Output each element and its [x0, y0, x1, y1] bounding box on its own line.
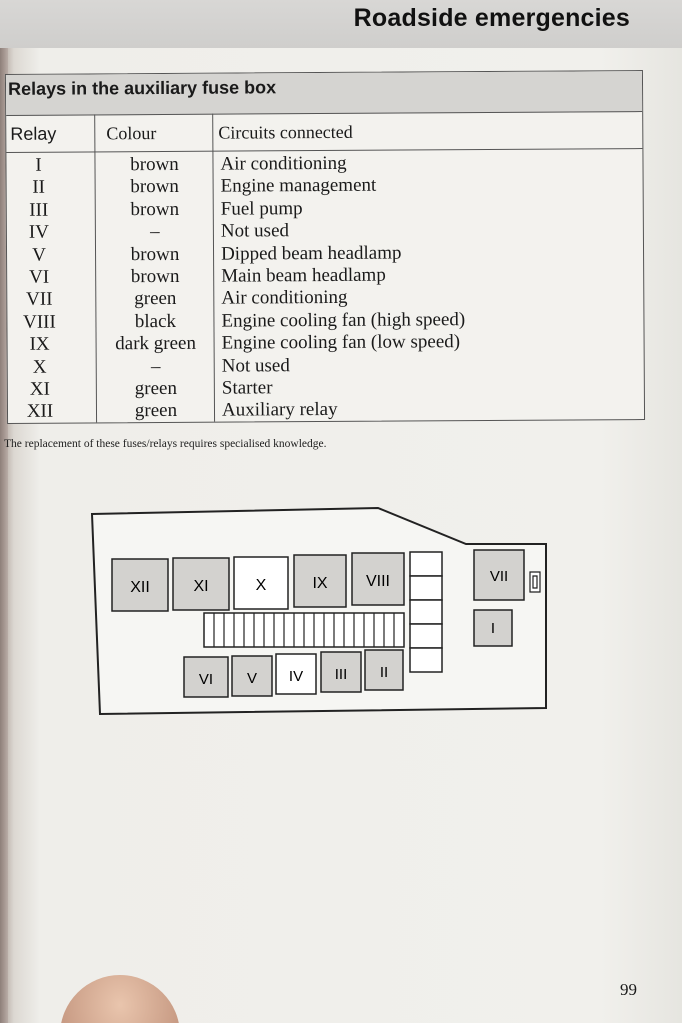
page-number: 99 [620, 980, 637, 999]
table-title-bar [6, 71, 642, 116]
relay-colour: black [134, 310, 177, 332]
relay-colour: – [150, 221, 160, 243]
connector-clip [530, 572, 540, 592]
relay-vii-label: VII [489, 568, 509, 585]
relay-colour: brown [130, 198, 180, 220]
relay-number: XII [26, 400, 54, 423]
relay-viii-label: VIII [365, 573, 391, 590]
relay-number: II [32, 177, 46, 199]
relay-circuit: Engine cooling fan (high speed) [221, 308, 466, 332]
fuse-column [410, 552, 442, 672]
relay-colour: brown [130, 265, 180, 288]
relay-circuit: Fuel pump [220, 197, 303, 220]
relay-colour: green [134, 400, 178, 422]
relay-colour: green [134, 288, 177, 310]
relay-circuit: Auxiliary relay [221, 399, 338, 421]
table-row [8, 397, 644, 423]
fuse-box-diagram [0, 500, 682, 730]
relay-colour: green [134, 377, 178, 400]
relay-circuit: Dipped beam headlamp [220, 242, 402, 265]
column-header-relay: Relay [10, 123, 57, 144]
warning-note: The replacement of these fuses/relays requires specialised knowledge. [4, 438, 327, 450]
column-header-circuits: Circuits connected [218, 121, 353, 143]
relay-ix-label: IX [312, 575, 328, 592]
relay-number: VI [29, 266, 50, 288]
relay-vi-label: VI [198, 671, 214, 688]
relay-circuit: Not used [220, 220, 290, 242]
relay-v-label: V [246, 670, 258, 687]
relay-number: X [32, 356, 47, 378]
page-section-title: Roadside emergencies [353, 4, 630, 32]
relay-number: IX [29, 333, 50, 355]
relay-colour: brown [130, 176, 179, 198]
relay-circuit: Main beam headlamp [221, 264, 386, 287]
relay-colour: dark green [115, 332, 197, 355]
relay-xii-label: XII [130, 579, 150, 596]
relay-circuit: Engine management [220, 175, 377, 198]
header-bar [0, 0, 682, 48]
relay-iv-label: IV [288, 668, 304, 685]
relay-circuit: Air conditioning [220, 152, 347, 175]
relay-circuit: Air conditioning [221, 287, 348, 309]
relay-number: VII [26, 289, 53, 311]
relay-colour: brown [130, 243, 180, 265]
relay-number: VIII [23, 311, 56, 333]
relay-circuit: Starter [221, 377, 273, 399]
relay-number: V [32, 244, 46, 266]
table-body [6, 151, 644, 424]
relay-number: I [35, 154, 42, 176]
table-title: Relays in the auxiliary fuse box [7, 77, 277, 99]
relay-table [5, 70, 645, 424]
relay-number: XI [29, 378, 50, 400]
relay-circuit: Not used [221, 354, 290, 377]
relay-xi-label: XI [193, 578, 209, 595]
relay-number: IV [28, 221, 50, 243]
relay-colour: brown [130, 153, 179, 176]
relay-circuit: Engine cooling fan (low speed) [221, 331, 461, 354]
relay-number: III [29, 199, 49, 221]
relay-x-label: X [255, 577, 267, 594]
relay-iii-label: III [334, 666, 348, 683]
relay-i-label: I [490, 620, 496, 637]
thumb-photo-artifact [60, 975, 180, 1023]
column-header-colour: Colour [106, 123, 157, 144]
relay-colour: – [150, 355, 161, 377]
relay-ii-label: II [379, 664, 389, 681]
